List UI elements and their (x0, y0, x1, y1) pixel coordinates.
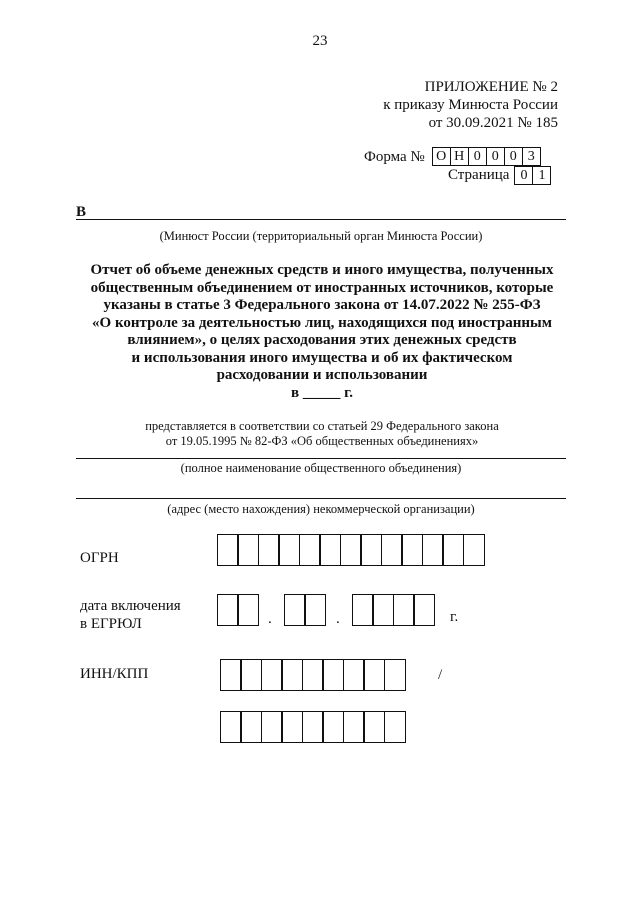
kpp-cell[interactable] (302, 711, 324, 743)
ogrn-cell[interactable] (442, 534, 464, 566)
appendix-header (383, 78, 558, 132)
egrul-date-label-line: дата включения (80, 598, 181, 614)
page-cell: 1 (532, 166, 551, 185)
egrul-year-cell[interactable] (372, 594, 394, 626)
form-code-cell: 3 (522, 147, 541, 166)
addressee-caption: (Минюст России (территориальный орган Минюста России) (159, 229, 483, 243)
inn-cell[interactable] (302, 659, 324, 691)
form-page-block (448, 166, 551, 185)
title-line: общественным объединением от иностранных источников, которые (90, 279, 554, 296)
title-line: и использования иного имущества и об их фактическом (131, 349, 513, 366)
egrul-month-cell[interactable] (284, 594, 306, 626)
ogrn-grid[interactable] (218, 534, 485, 566)
egrul-date-label-line: в ЕГРЮЛ (80, 616, 142, 632)
kpp-cell[interactable] (220, 711, 242, 743)
egrul-year-cell[interactable] (352, 594, 374, 626)
page-label: Страница (448, 167, 510, 183)
ogrn-cell[interactable] (401, 534, 423, 566)
inn-cell[interactable] (384, 659, 406, 691)
egrul-year-grid[interactable] (353, 594, 435, 626)
egrul-day-cell[interactable] (237, 594, 259, 626)
egrul-year-cell[interactable] (393, 594, 415, 626)
inn-cell[interactable] (261, 659, 283, 691)
ogrn-cell[interactable] (278, 534, 300, 566)
basis-line: от 19.05.1995 № 82-ФЗ «Об общественных объединениях» (165, 434, 479, 448)
inn-cell[interactable] (343, 659, 365, 691)
ogrn-cell[interactable] (360, 534, 382, 566)
title-line: Отчет об объеме денежных средств и иного имущества, полученных (90, 262, 554, 278)
title-line: расходовании и использовании (216, 367, 428, 383)
inn-cell[interactable] (363, 659, 385, 691)
addressee-line (76, 206, 566, 220)
ogrn-cell[interactable] (258, 534, 280, 566)
address-caption: (адрес (место нахождения) некоммерческой организации) (167, 502, 475, 516)
year-suffix: г. (450, 609, 459, 625)
ogrn-cell[interactable] (217, 534, 239, 566)
ogrn-cell[interactable] (299, 534, 321, 566)
page-number: 23 (312, 33, 328, 49)
egrul-month-cell[interactable] (304, 594, 326, 626)
inn-cell[interactable] (281, 659, 303, 691)
egrul-date-label (80, 597, 181, 633)
page-cell: 0 (514, 166, 533, 185)
form-code-label: Форма № (364, 148, 425, 165)
org-name-caption: (полное наименование общественного объединения) (180, 461, 462, 475)
form-code-cell: 0 (486, 147, 505, 166)
form-code-cell: 0 (504, 147, 523, 166)
appendix-title: ПРИЛОЖЕНИЕ № 2 (424, 79, 558, 95)
egrul-year-cell[interactable] (413, 594, 435, 626)
form-code-cell: 0 (468, 147, 487, 166)
ogrn-cell[interactable] (422, 534, 444, 566)
ogrn-label: ОГРН (80, 550, 119, 566)
egrul-day-cell[interactable] (217, 594, 239, 626)
egrul-day-grid[interactable] (218, 594, 259, 626)
basis-line: представляется в соответствии со статьей 29 Федерального закона (145, 419, 499, 433)
org-name-line[interactable] (76, 458, 566, 459)
inn-cell[interactable] (240, 659, 262, 691)
date-dot: . (336, 611, 340, 627)
addressee-prefix: В (76, 204, 87, 220)
kpp-grid[interactable] (221, 711, 406, 743)
kpp-cell[interactable] (343, 711, 365, 743)
title-line: указаны в статье 3 Федерального закона от 14.07.2022 № 255-ФЗ (103, 297, 541, 313)
legal-basis (76, 419, 568, 449)
form-code-cell: О (432, 147, 451, 166)
form-code-block (364, 147, 541, 166)
ogrn-cell[interactable] (381, 534, 403, 566)
egrul-month-grid[interactable] (285, 594, 326, 626)
ogrn-cell[interactable] (463, 534, 485, 566)
title-line: влиянием», о целях расходования этих денежных средств (127, 332, 517, 348)
inn-cell[interactable] (220, 659, 242, 691)
ogrn-cell[interactable] (319, 534, 341, 566)
ogrn-cell[interactable] (237, 534, 259, 566)
appendix-date: от 30.09.2021 № 185 (428, 115, 558, 131)
kpp-cell[interactable] (240, 711, 262, 743)
title-line: «О контроле за деятельностью лиц, находящихся под иностранным (92, 314, 552, 331)
kpp-cell[interactable] (322, 711, 344, 743)
address-line[interactable] (76, 498, 566, 499)
inn-grid[interactable] (221, 659, 406, 691)
form-code-cells (433, 147, 541, 166)
date-dot: . (268, 611, 272, 627)
kpp-cell[interactable] (384, 711, 406, 743)
report-title (76, 262, 568, 402)
kpp-cell[interactable] (281, 711, 303, 743)
page-cells (515, 166, 551, 185)
kpp-cell[interactable] (261, 711, 283, 743)
form-code-cell: Н (450, 147, 469, 166)
appendix-order: к приказу Минюста России (383, 97, 558, 113)
inn-cell[interactable] (322, 659, 344, 691)
ogrn-cell[interactable] (340, 534, 362, 566)
inn-kpp-slash: / (438, 667, 443, 683)
kpp-cell[interactable] (363, 711, 385, 743)
inn-kpp-label: ИНН/КПП (80, 666, 149, 682)
title-year-line: в _____ г. (291, 384, 353, 401)
